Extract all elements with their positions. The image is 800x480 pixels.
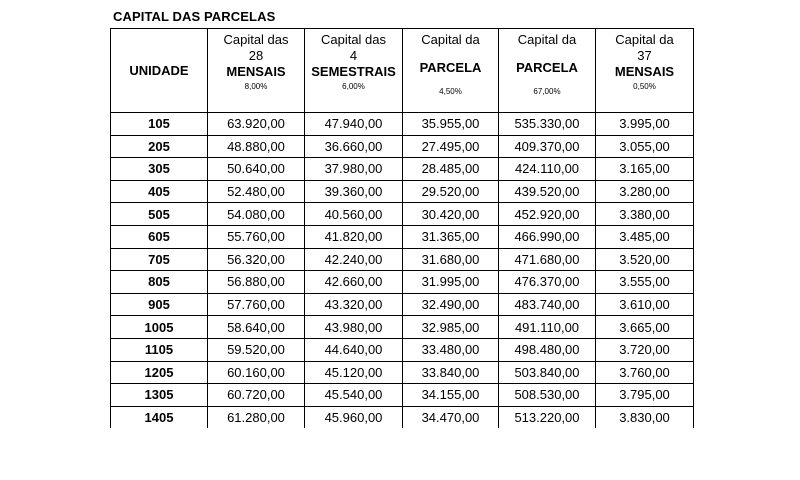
header-line1: Capital da [615,32,674,47]
header-pct: 6,00% [342,82,365,91]
unidade-cell: 105 [111,113,208,136]
value-cell: 60.720,00 [208,384,305,407]
parcelas-table [110,28,694,428]
header-line3: SEMESTRAIS [311,64,396,79]
value-cell: 63.920,00 [208,113,305,136]
value-cell: 439.520,00 [499,180,596,203]
table-body [111,113,694,429]
unidade-cell: 305 [111,158,208,181]
header-parcela-b [499,29,596,113]
value-cell: 29.520,00 [403,180,499,203]
value-cell: 3.555,00 [596,271,694,294]
value-cell: 45.120,00 [305,361,403,384]
value-cell: 57.760,00 [208,293,305,316]
value-cell: 52.480,00 [208,180,305,203]
value-cell: 3.610,00 [596,293,694,316]
header-parcela-a [403,29,499,113]
value-cell: 45.960,00 [305,406,403,428]
header-line1: Capital das [223,32,289,47]
value-cell: 45.540,00 [305,384,403,407]
value-cell: 43.980,00 [305,316,403,339]
header-line1: Capital da [421,32,480,47]
value-cell: 31.365,00 [403,225,499,248]
header-line2: PARCELA [516,60,578,75]
value-cell: 3.520,00 [596,248,694,271]
table-title: CAPITAL DAS PARCELAS [113,9,276,24]
value-cell: 3.720,00 [596,338,694,361]
unidade-cell: 1305 [111,384,208,407]
value-cell: 33.480,00 [403,338,499,361]
value-cell: 3.485,00 [596,225,694,248]
value-cell: 498.480,00 [499,338,596,361]
header-4-semestrais [305,29,403,113]
unidade-cell: 1005 [111,316,208,339]
value-cell: 503.840,00 [499,361,596,384]
value-cell: 32.490,00 [403,293,499,316]
table-row [111,158,694,181]
header-unidade: UNIDADE [111,29,208,113]
value-cell: 60.160,00 [208,361,305,384]
table-row [111,293,694,316]
header-row [111,29,694,113]
header-line2: 4 [349,48,358,63]
unidade-cell: 405 [111,180,208,203]
unidade-cell: 505 [111,203,208,226]
value-cell: 31.995,00 [403,271,499,294]
value-cell: 42.660,00 [305,271,403,294]
value-cell: 54.080,00 [208,203,305,226]
value-cell: 3.665,00 [596,316,694,339]
value-cell: 30.420,00 [403,203,499,226]
header-line3: MENSAIS [226,64,286,79]
header-pct: 67,00% [533,87,561,96]
value-cell: 40.560,00 [305,203,403,226]
value-cell: 44.640,00 [305,338,403,361]
header-37-mensais [596,29,694,113]
table-row [111,406,694,428]
value-cell: 31.680,00 [403,248,499,271]
table-row [111,316,694,339]
value-cell: 48.880,00 [208,135,305,158]
header-line2: 37 [637,48,652,63]
unidade-cell: 1105 [111,338,208,361]
table-row [111,225,694,248]
value-cell: 3.380,00 [596,203,694,226]
value-cell: 34.155,00 [403,384,499,407]
unidade-cell: 805 [111,271,208,294]
value-cell: 483.740,00 [499,293,596,316]
value-cell: 452.920,00 [499,203,596,226]
value-cell: 32.985,00 [403,316,499,339]
value-cell: 35.955,00 [403,113,499,136]
header-line1: Capital das [320,32,387,47]
value-cell: 3.760,00 [596,361,694,384]
value-cell: 3.995,00 [596,113,694,136]
value-cell: 424.110,00 [499,158,596,181]
header-line3: MENSAIS [614,64,675,79]
value-cell: 508.530,00 [499,384,596,407]
value-cell: 41.820,00 [305,225,403,248]
table-row [111,384,694,407]
value-cell: 3.055,00 [596,135,694,158]
table-row [111,180,694,203]
value-cell: 42.240,00 [305,248,403,271]
value-cell: 55.760,00 [208,225,305,248]
value-cell: 47.940,00 [305,113,403,136]
value-cell: 3.830,00 [596,406,694,428]
unidade-cell: 1405 [111,406,208,428]
value-cell: 50.640,00 [208,158,305,181]
value-cell: 58.640,00 [208,316,305,339]
value-cell: 39.360,00 [305,180,403,203]
unidade-cell: 705 [111,248,208,271]
unidade-cell: 1205 [111,361,208,384]
table-row [111,248,694,271]
header-line1: Capital da [517,32,577,47]
header-pct: 4,50% [439,87,462,96]
value-cell: 471.680,00 [499,248,596,271]
header-28-mensais [208,29,305,113]
table-row [111,203,694,226]
value-cell: 3.165,00 [596,158,694,181]
value-cell: 466.990,00 [499,225,596,248]
value-cell: 33.840,00 [403,361,499,384]
unidade-cell: 905 [111,293,208,316]
value-cell: 3.280,00 [596,180,694,203]
value-cell: 36.660,00 [305,135,403,158]
header-pct: 0,50% [633,82,656,91]
unidade-cell: 605 [111,225,208,248]
header-line2: PARCELA [419,60,482,75]
table-row [111,338,694,361]
value-cell: 513.220,00 [499,406,596,428]
value-cell: 37.980,00 [305,158,403,181]
header-line2: 28 [248,48,264,63]
value-cell: 409.370,00 [499,135,596,158]
table-row [111,271,694,294]
value-cell: 56.320,00 [208,248,305,271]
value-cell: 56.880,00 [208,271,305,294]
value-cell: 28.485,00 [403,158,499,181]
table-row [111,135,694,158]
unidade-cell: 205 [111,135,208,158]
value-cell: 3.795,00 [596,384,694,407]
value-cell: 476.370,00 [499,271,596,294]
table-row [111,361,694,384]
table-row [111,113,694,136]
value-cell: 34.470,00 [403,406,499,428]
value-cell: 535.330,00 [499,113,596,136]
value-cell: 27.495,00 [403,135,499,158]
value-cell: 43.320,00 [305,293,403,316]
value-cell: 59.520,00 [208,338,305,361]
value-cell: 61.280,00 [208,406,305,428]
header-pct: 8,00% [244,82,268,91]
value-cell: 491.110,00 [499,316,596,339]
